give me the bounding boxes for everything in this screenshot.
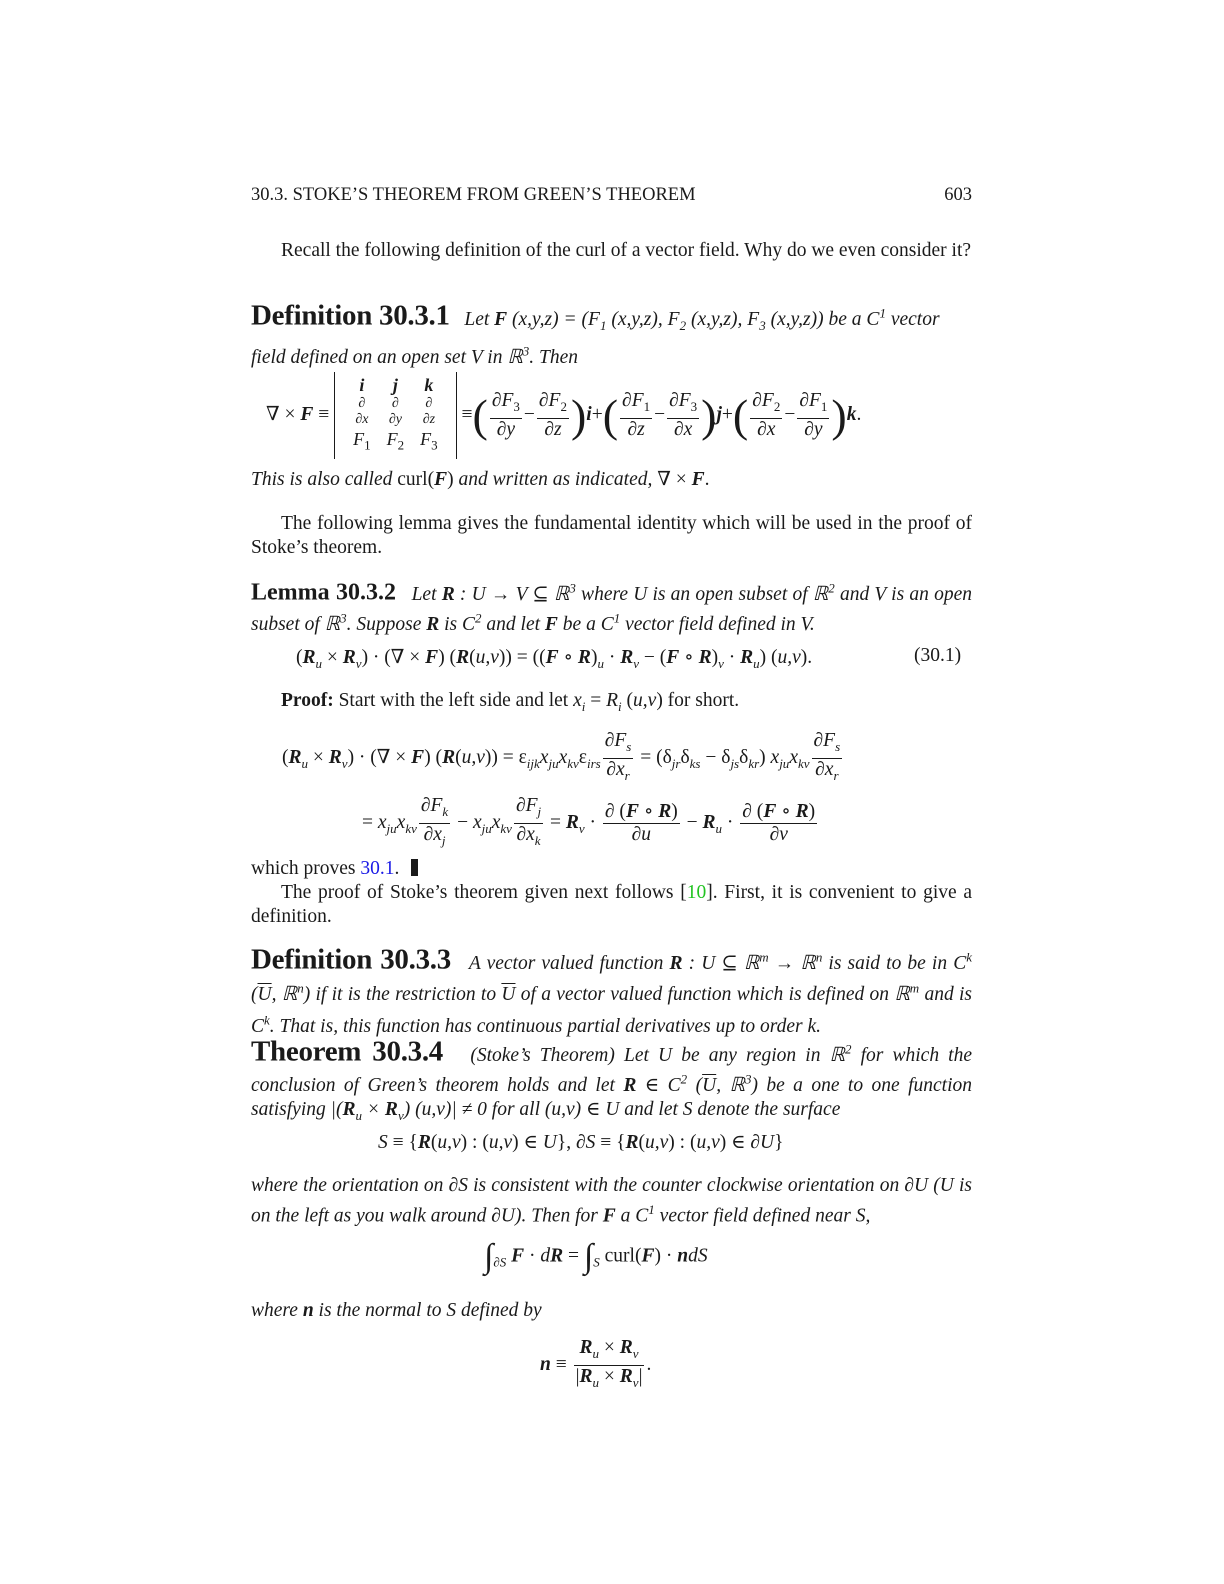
curl-determinant: i j k ∂ ∂x ∂ ∂y ∂ ∂z $F_1$ $F_2$ $F_3$: [334, 372, 457, 459]
orientation-paragraph: where the orientation on ∂S is consistent with the counter clockwise orientation on ∂U (U is on the left as you walk around ∂U). Then for F a $C^1$ vector field defined near S,: [251, 1175, 972, 1227]
definition-30-3-3: Definition 30.3.3 A vector valued function R : U ⊆ ℝ$^m$ → ℝ$^n$ is said to be in $C^k$ ($\overline{U}$, ℝ$^n$) if it is the restriction to $\overline{U}$ of a vector valued function which is defined on ℝ$^m$ and is $C^k$. That is, this function has continuous partial derivatives up to order k.: [251, 943, 972, 1037]
qed-symbol: [411, 859, 418, 876]
intro-paragraph: Recall the following definition of the curl of a vector field. Why do we even consider it?: [281, 240, 972, 261]
after-proof-paragraph: The proof of Stoke’s theorem given next follows [10]. First, it is convenient to give a definition.: [251, 882, 973, 927]
normal-equation: n ≡ $\frac{R_u \times R_v}{|R_u \times R_v|}$ .: [540, 1337, 652, 1390]
running-header: [251, 185, 972, 206]
normal-text: where n is the normal to S defined by: [251, 1300, 542, 1321]
lemma-intro: The following lemma gives the fundamental identity which will be used in the proof of Stoke’s theorem.: [251, 513, 972, 558]
page-number: 603: [944, 185, 972, 205]
definition-30-3-1: Definition 30.3.1 Let F $(x,y,z) = (F_1$ (x,y,z), $F_2$ (x,y,z), $F_3$ (x,y,z)) be a $C^1$ vector field defined on an open set V in ℝ$^3$. Then: [251, 299, 940, 368]
lemma-label: Lemma 30.3.2: [251, 579, 396, 606]
section-title: 30.3. STOKE’S THEOREM FROM GREEN’S THEOREM: [251, 185, 696, 205]
curl-note: This is also called curl(F) and written as indicated, ∇ × F.: [251, 469, 710, 490]
proof-label: Proof:: [281, 690, 334, 711]
theorem-30-3-4: Theorem 30.3.4 (Stoke’s Theorem) Let U be any region in ℝ$^2$ for which the conclusion of Green’s theorem holds and let R ∈ $C^2$ ($\overline{U}$, ℝ$^3$) be a one to one function satisfying $|(R_u \times R_v) (u,v)| \ne 0$ for all (u,v) ∈ U and let S denote the surface: [251, 1035, 973, 1123]
lemma-equation: $(R_u \times R_v)$ · (∇ × F) (R(u,v)) = ((F ∘ $R)_u \cdot R_v - (F$ ∘ $R)_v \cdot R_u$) (u,v).: [296, 647, 813, 671]
citation-link[interactable]: 10: [686, 882, 707, 903]
lemma-30-3-2: Lemma 30.3.2 Let R : U → V ⊆ ℝ$^3$ where U is an open subset of ℝ$^2$ and V is an open subset of ℝ$^3$. Suppose R is $C^2$ and let F be a $C^1$ vector field defined in V.: [251, 579, 972, 635]
equation-reference-link[interactable]: 30.1: [360, 858, 395, 879]
curl-equation: ∇ × F ≡ i j k ∂ ∂x ∂ ∂y ∂ ∂z $F_1$ $F_2$ $F_3$ ≡( $\frac{\partial F_3}{\partial y}$ − $\frac{\partial F_2}{\partial z}$ )i+( $\frac{\partial F_1}{\partial z}$ − $\frac{\partial F_3}{\partial x}$ )j+( $\frac{\partial F_2}{\partial x}$ − $\frac{\partial F_1}{\partial y}$ )k.: [266, 372, 861, 459]
stokes-equation: $\int_{\partial S}$ F · dR = $\int_S$ curl(F) · ndS: [484, 1238, 708, 1275]
surface-definition: S ≡ {R(u,v) : (u,v) ∈ U}, ∂S ≡ {R(u,v) : (u,v) ∈ ∂U}: [378, 1132, 784, 1153]
theorem-label: Theorem 30.3.4: [251, 1035, 444, 1068]
proof-start: Proof: Start with the left side and let $x_i = R_i$ (u,v) for short.: [281, 690, 740, 714]
equation-number: (30.1): [914, 645, 962, 666]
definition-label: Definition 30.3.1: [251, 299, 450, 332]
proof-end: which proves 30.1.: [251, 857, 972, 881]
proof-equation-2: = $x_{ju}x_{kv}$ $\frac{\partial F_k}{\partial x_j}$ − $x_{ju}x_{kv}$ $\frac{\partial F_j}{\partial x_k}$ = $R_v$ · $\frac{\partial (F \circ R)}{\partial u}$ − $R_u$ · $\frac{\partial (F \circ R)}{\partial v}$: [362, 795, 816, 848]
proof-equation-1: $(R_u \times R_v)$ · (∇ × F) $(R(u,v)) = \varepsilon_{ijk}x_{ju}x_{kv}\varepsilon_{irs}$ $\frac{\partial F_s}{\partial x_r}$ = $(\delta_{jr}\delta_{ks} - \delta_{js}\delta_{kr})$ $x_{ju}x_{kv}$ $\frac{\partial F_s}{\partial x_r}$: [282, 730, 841, 783]
definition-label: Definition 30.3.3: [251, 943, 451, 976]
